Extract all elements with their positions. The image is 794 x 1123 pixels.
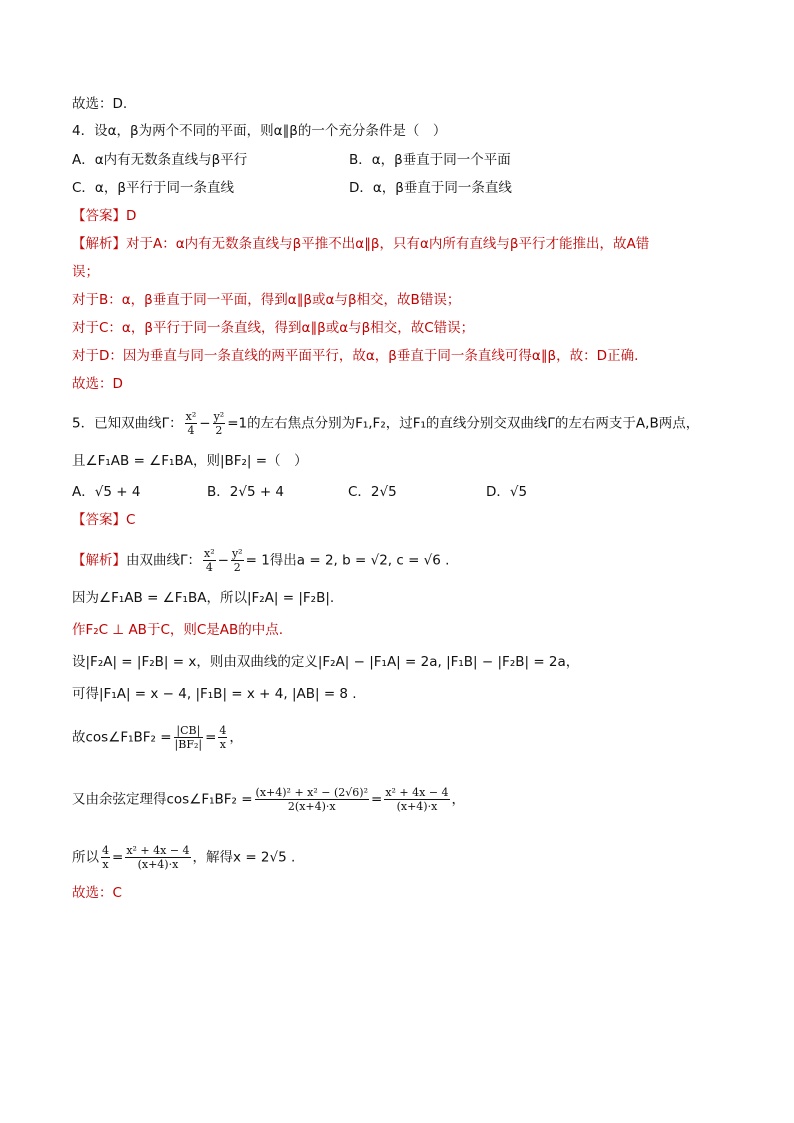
fraction-y2-over-2 — [213, 410, 226, 437]
denominator: 2(x+4)·x — [287, 800, 336, 813]
q4-conclusion: 故选：D — [72, 376, 123, 392]
fraction-simplified — [384, 786, 449, 813]
equals: = — [371, 791, 383, 808]
equals: = — [205, 729, 217, 746]
numerator: x² — [185, 410, 197, 423]
q5-analysis-8 — [72, 844, 295, 871]
q5-analysis-6 — [72, 724, 243, 751]
analysis-text: 对于A：α内有无数条直线与β平推不出α∥β，只有α内所有直线与β平行才能推出，故A错 — [126, 236, 650, 252]
denominator: x — [102, 858, 109, 871]
numerator: 4 — [219, 724, 227, 737]
q5-analysis-3: 作F₂C ⊥ AB于C，则C是AB的中点. — [72, 622, 284, 638]
q3-conclusion: 故选：D. — [72, 96, 128, 112]
q5-option-c: C．2√5 — [348, 484, 397, 500]
numerator: 4 — [102, 844, 109, 857]
fraction-4-over-x — [101, 844, 110, 871]
fraction-cb-over-bf2 — [174, 724, 204, 751]
q4-analysis-2: 对于B：α，β垂直于同一平面，得到α∥β或α与β相交，故B错误； — [72, 292, 461, 308]
numerator: y² — [213, 410, 225, 423]
numerator: x² + 4x − 4 — [126, 844, 190, 857]
denominator: 2 — [215, 424, 223, 437]
text: ，解得x = 2√5 . — [192, 849, 296, 866]
fraction-cosine-law — [255, 786, 369, 813]
minus-sign: − — [199, 415, 211, 432]
numerator: x² + 4x − 4 — [385, 786, 449, 799]
fraction-y2-over-2 — [231, 547, 244, 574]
answer-value: C — [126, 512, 136, 528]
text: 故cos∠F₁BF₂ = — [72, 729, 172, 746]
q5-stem-2: 且∠F₁AB = ∠F₁BA，则|BF₂| =（ ） — [72, 453, 308, 469]
q5-option-b: B．2√5 + 4 — [207, 484, 285, 500]
q5-option-a: A．√5 + 4 — [72, 484, 141, 500]
q5-analysis-5: 可得|F₁A| = x − 4, |F₁B| = x + 4, |AB| = 8 . — [72, 686, 357, 702]
numerator: |CB| — [174, 724, 204, 738]
q5-analysis-7 — [72, 786, 465, 813]
q4-answer — [72, 206, 136, 226]
q5-analysis-2: 因为∠F₁AB = ∠F₁BA，所以|F₂A| = |F₂B|. — [72, 590, 335, 606]
equals: = — [112, 849, 124, 866]
q4-analysis-3: 对于C：α，β平行于同一条直线，得到α∥β或α与β相交，故C错误； — [72, 320, 475, 336]
analysis-rest: = 1得出a = 2, b = √2, c = √6 . — [245, 552, 450, 569]
analysis-tag: 【解析】 — [72, 236, 126, 252]
q4-analysis-1 — [72, 234, 649, 254]
denominator: |BF₂| — [174, 738, 203, 751]
denominator: (x+4)·x — [137, 858, 179, 871]
fraction-x2-over-4 — [203, 547, 216, 574]
analysis-lead: 由双曲线Γ： — [126, 552, 202, 569]
numerator: y² — [231, 547, 243, 560]
minus-sign: − — [217, 552, 229, 569]
answer-value: D — [126, 208, 137, 224]
q5-answer — [72, 510, 135, 530]
q4-option-d: D．α，β垂直于同一条直线 — [349, 180, 512, 196]
q5-stem-rest: =1的左右焦点分别为F₁,F₂，过F₁的直线分别交双曲线Γ的左右两支于A,B两点， — [227, 415, 700, 432]
numerator: x² — [204, 547, 215, 560]
q5-stem-lead: 5．已知双曲线Γ： — [72, 415, 183, 432]
q4-option-c: C．α，β平行于同一条直线 — [72, 180, 234, 196]
denominator: 2 — [233, 561, 241, 574]
q5-conclusion: 故选：C — [72, 885, 122, 901]
text: 所以 — [72, 849, 99, 866]
q4-option-b: B．α，β垂直于同一个平面 — [349, 152, 511, 168]
q4-option-a: A．α内有无数条直线与β平行 — [72, 152, 248, 168]
fraction-4-over-x — [218, 724, 227, 751]
q4-stem: 4．设α，β为两个不同的平面，则α∥β的一个充分条件是（ ） — [72, 123, 447, 139]
q4-analysis-1b: 误； — [72, 264, 99, 280]
answer-tag: 【答案】 — [72, 512, 126, 528]
text: ， — [451, 791, 466, 808]
answer-tag: 【答案】 — [72, 208, 126, 224]
q5-stem-1 — [72, 410, 699, 437]
fraction-x2-over-4 — [185, 410, 198, 437]
fraction-simplified — [125, 844, 190, 871]
denominator: 4 — [205, 561, 213, 574]
q5-analysis-4: 设|F₂A| = |F₂B| = x，则由双曲线的定义|F₂A| − |F₁A| = 2a, |F₁B| − |F₂B| = 2a， — [72, 654, 580, 670]
numerator: (x+4)² + x² − (2√6)² — [255, 786, 368, 799]
text: ， — [229, 729, 243, 746]
denominator: x — [219, 738, 227, 751]
q5-analysis-1 — [72, 547, 449, 574]
analysis-tag: 【解析】 — [72, 552, 126, 569]
q5-option-d: D．√5 — [486, 484, 528, 500]
denominator: (x+4)·x — [396, 800, 438, 813]
text: 又由余弦定理得cos∠F₁BF₂ = — [72, 791, 253, 808]
denominator: 4 — [187, 424, 195, 437]
q4-analysis-4: 对于D：因为垂直与同一条直线的两平面平行，故α，β垂直于同一条直线可得α∥β，故：D正确. — [72, 348, 639, 364]
